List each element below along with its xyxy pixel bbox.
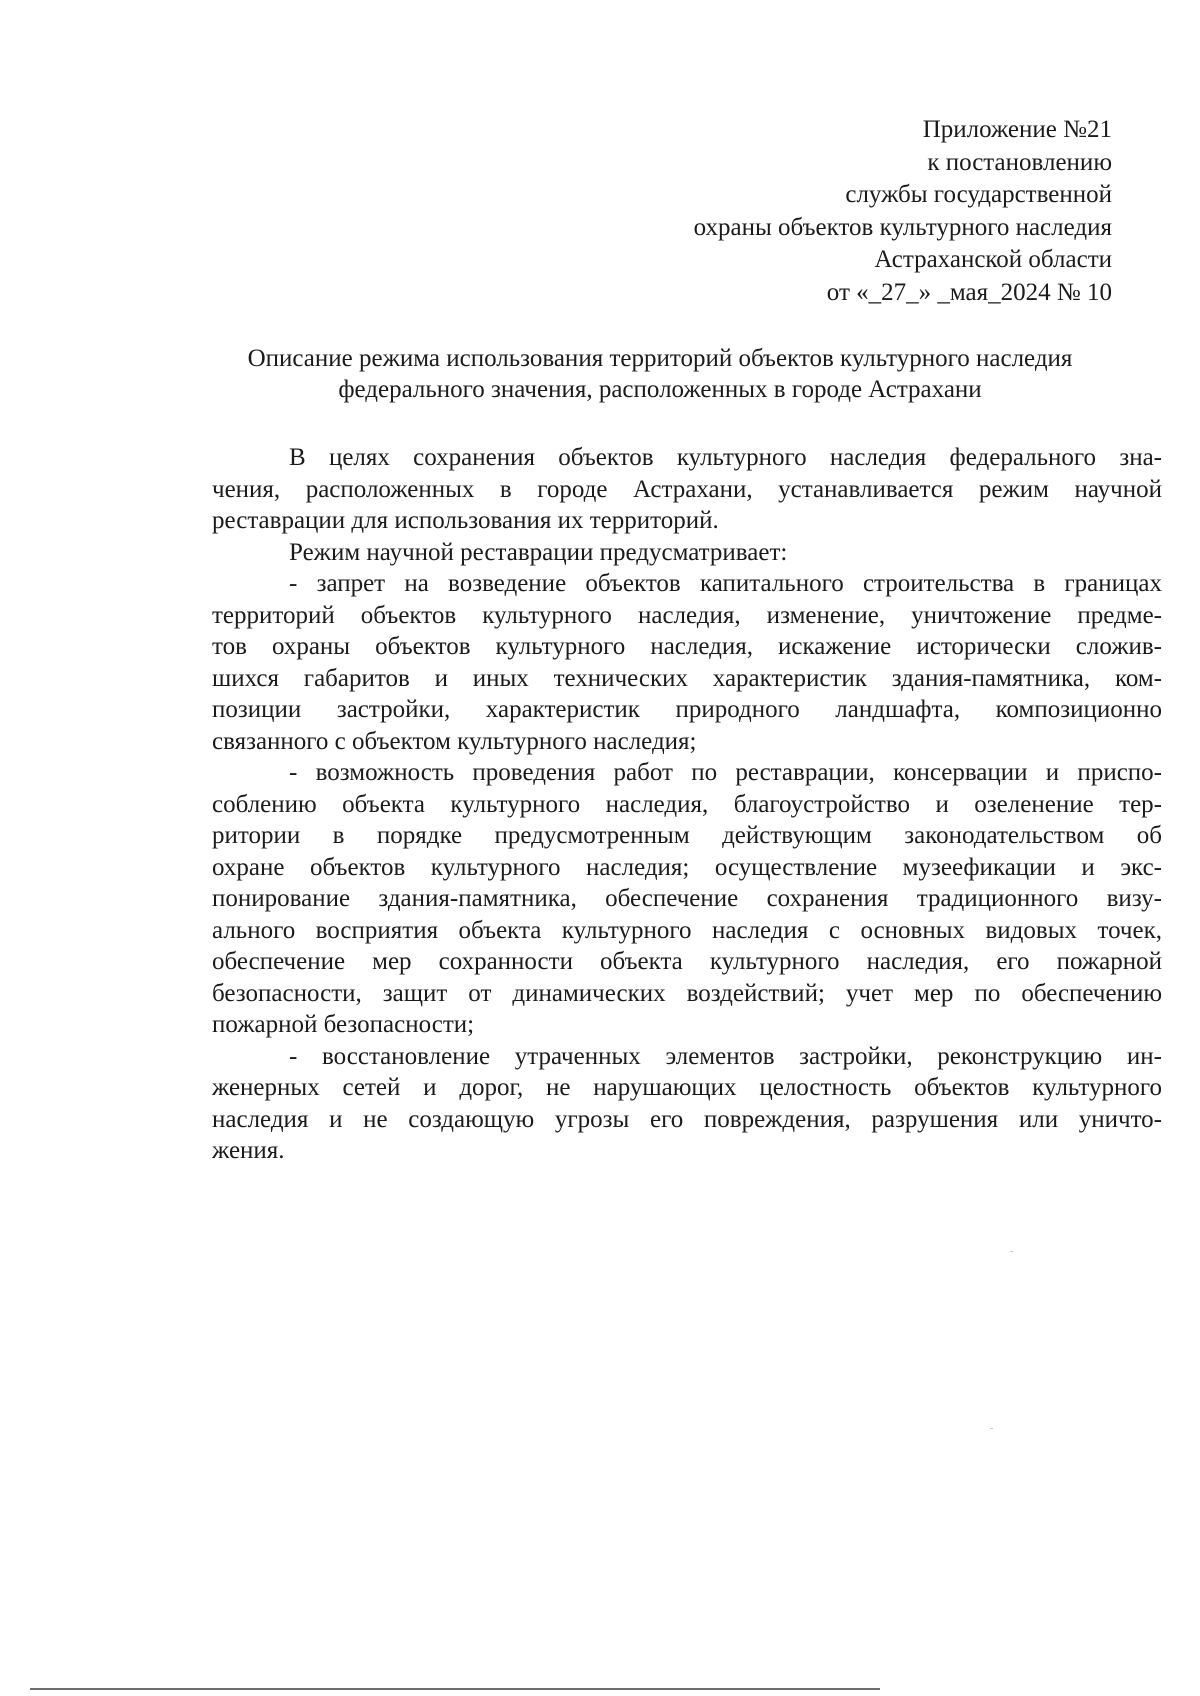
body-line: наследия и не создающую угрозы его повреждения, разрушения или уничто- <box>212 1105 1162 1133</box>
body-line: ритории в порядке предусмотренным действующим законодательством об <box>212 822 1162 849</box>
scan-edge-line <box>30 1688 880 1690</box>
paragraph-regime-intro <box>212 537 1162 569</box>
header-line-protection: охраны объектов культурного наследия <box>693 213 1112 241</box>
body-line: шихся габаритов и иных технических характеристик здания-памятника, ком- <box>212 664 1162 692</box>
scan-speck <box>990 1428 993 1429</box>
body-line: тов охраны объектов культурного наследия, искажение исторически сложив- <box>212 633 1162 660</box>
approval-header <box>694 114 1112 309</box>
header-line-appendix: Приложение №21 <box>922 116 1112 143</box>
header-line-service: службы государственной <box>845 181 1112 208</box>
body-line: женерных сетей и дорог, не нарушающих целостность объектов культурного <box>212 1074 1162 1101</box>
document-title <box>160 343 1160 405</box>
body-line: - запрет на возведение объектов капитального строительства в границах <box>289 570 1162 597</box>
document-body <box>212 442 1162 1167</box>
body-line: ального восприятия объекта культурного наследия с основных видовых точек, <box>212 916 1162 944</box>
header-line-region: Астраханской области <box>874 246 1112 273</box>
body-line: обеспечение мер сохранности объекта культурного наследия, его пожарной <box>212 948 1162 975</box>
title-line-1: Описание режима использования территорий объектов культурного наследия <box>247 345 1073 372</box>
body-line: - возможность проведения работ по реставрации, консервации и приспо- <box>289 759 1162 786</box>
body-line: связанного с объектом культурного наследия; <box>212 727 697 755</box>
list-item-restoration-works <box>212 757 1162 1041</box>
body-line: территорий объектов культурного наследия, изменение, уничтожение предме- <box>212 601 1162 629</box>
list-item-prohibition <box>212 568 1162 757</box>
body-line: безопасности, защит от динамических воздействий; учет мер по обеспечению <box>212 979 1162 1007</box>
header-line-date-number: от «_27_» _мая_2024 № 10 <box>826 278 1112 306</box>
body-line: охране объектов культурного наследия; осуществление музеефикации и экс- <box>212 853 1162 881</box>
body-line: чения, расположенных в городе Астрахани, устанавливается режим научной <box>212 475 1162 503</box>
header-line-resolution: к постановлению <box>927 148 1112 176</box>
body-line: понирование здания-памятника, обеспечение сохранения традиционного визу- <box>212 885 1162 912</box>
body-line: соблению объекта культурного наследия, благоустройство и озеленение тер- <box>212 790 1162 818</box>
body-line: В целях сохранения объектов культурного наследия федерального зна- <box>289 444 1162 471</box>
body-line: Режим научной реставрации предусматривает: <box>289 538 788 566</box>
body-line: реставрации для использования их территорий. <box>212 507 719 534</box>
scan-speck <box>1010 1251 1013 1252</box>
body-line: - восстановление утраченных элементов застройки, реконструкцию ин- <box>289 1042 1162 1070</box>
paragraph-purpose <box>212 442 1162 537</box>
title-line-2: федерального значения, расположенных в городе Астрахани <box>338 376 982 403</box>
body-line: жения. <box>212 1137 285 1164</box>
list-item-reconstruction <box>212 1041 1162 1167</box>
body-line: позиции застройки, характеристик природного ландшафта, композиционно <box>212 696 1162 723</box>
body-line: пожарной безопасности; <box>212 1011 475 1038</box>
